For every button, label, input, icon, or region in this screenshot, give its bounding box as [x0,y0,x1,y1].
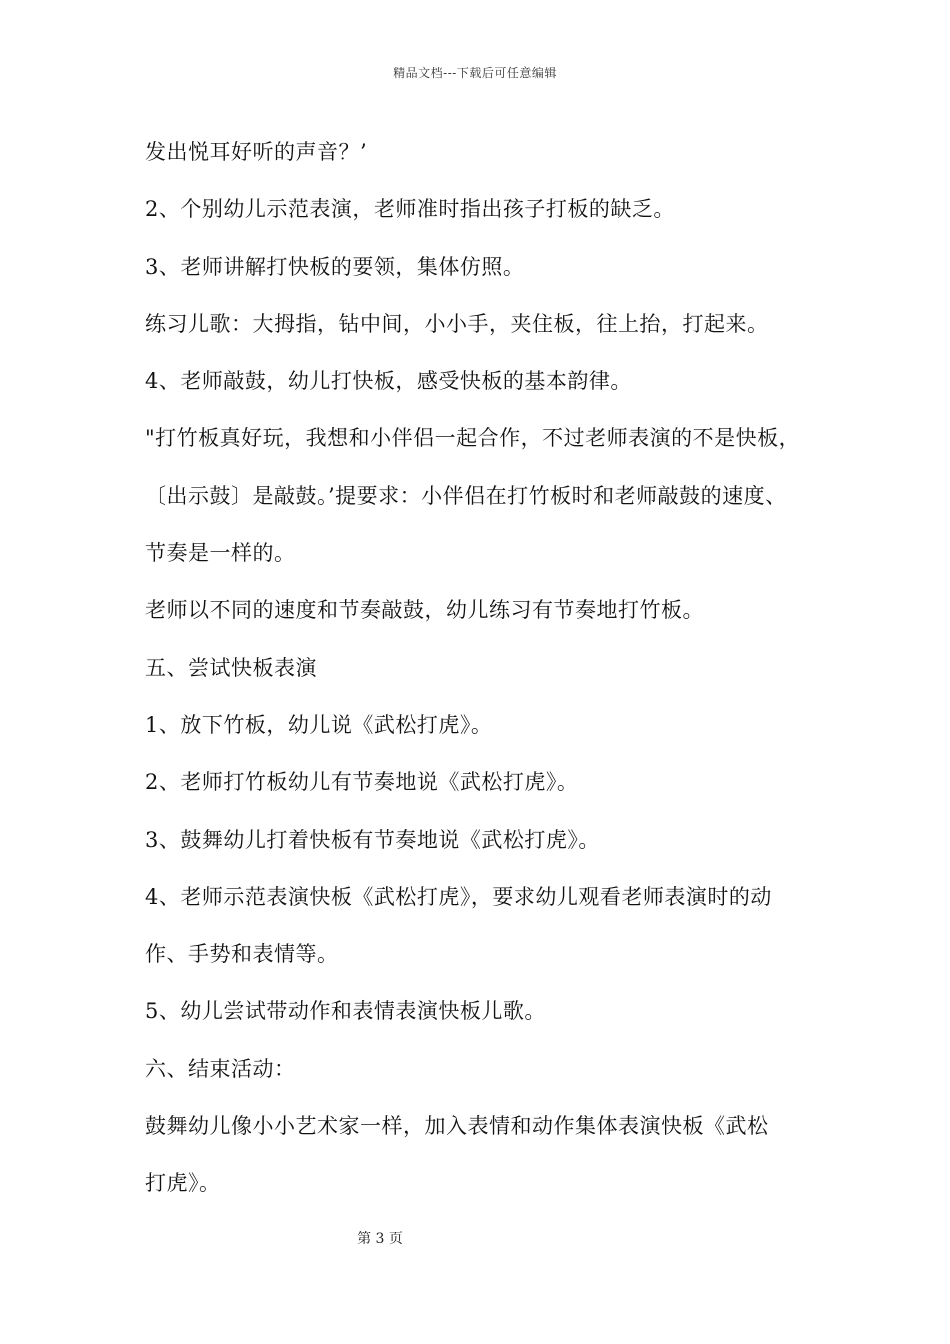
text-line: 1、放下竹板，幼儿说《武松打虎》。 [145,712,493,737]
text-line: 发出悦耳好听的声音？’ [145,140,368,164]
section-heading: 六、结束活动： [145,1056,296,1081]
text-line: 节奏是一样的。 [145,541,296,566]
text-line: 5、幼儿尝试带动作和表情表演快板儿歌。 [145,999,546,1024]
text-line: 作、手势和表情等。 [145,942,339,967]
text-line: 2、个别幼儿示范表演，老师准时指出孩子打板的缺乏。 [145,197,675,222]
text-line: 打虎》。 [145,1171,221,1196]
text-line: 练习儿歌：大拇指，钻中间，小小手，夹住板，往上抬，打起来。 [145,311,769,336]
document-body [145,124,835,1213]
text-line: 4、老师示范表演快板《武松打虎》，要求幼儿观看老师表演时的动 [145,884,772,909]
text-line: 鼓舞幼儿像小小艺术家一样，加入表情和动作集体表演快板《武松 [145,1114,769,1139]
page-number: 第 3 页 [357,1231,403,1247]
text-line: 老师以不同的速度和节奏敲鼓，幼儿练习有节奏地打竹板。 [145,598,704,623]
text-line: 3、鼓舞幼儿打着快板有节奏地说《武松打虎》。 [145,827,600,852]
text-line: 4、老师敲鼓，幼儿打快板，感受快板的基本韵律。 [145,369,632,394]
text-line: 〔出示鼓〕是敲鼓。’提要求：小伴侣在打竹板时和老师敲鼓的速度、 [145,483,787,508]
text-line: 2、老师打竹板幼儿有节奏地说《武松打虎》。 [145,770,579,795]
section-heading: 五、尝试快板表演 [145,655,317,680]
page-header: 精品文档---下载后可任意编辑 [393,66,557,80]
text-line: 3、老师讲解打快板的要领，集体仿照。 [145,254,525,279]
text-line: "打竹板真好玩，我想和小伴侣一起合作，不过老师表演的不是快板， [145,426,801,451]
